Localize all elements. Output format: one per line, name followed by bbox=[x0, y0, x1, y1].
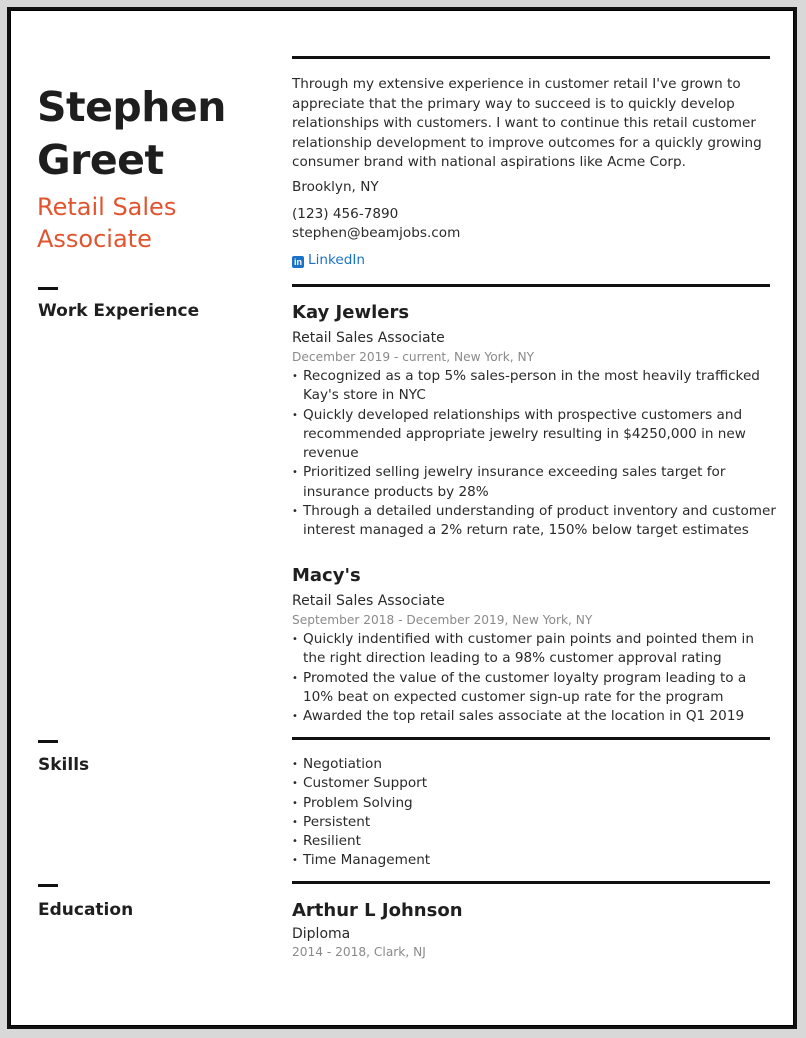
education-dates: 2014 - 2018, Clark, NJ bbox=[292, 945, 426, 959]
skills-list bbox=[292, 755, 777, 871]
skill-item: • Resilient bbox=[292, 832, 777, 851]
section-marker bbox=[38, 287, 58, 290]
skill-item: • Customer Support bbox=[292, 774, 777, 793]
section-title-skills: Skills bbox=[38, 755, 90, 775]
education-degree: Diploma bbox=[292, 926, 351, 942]
candidate-job-title: Retail Sales Associate bbox=[37, 193, 177, 253]
section-divider bbox=[292, 881, 770, 884]
section-divider bbox=[292, 56, 770, 59]
job-dates: December 2019 - current, New York, NY bbox=[292, 350, 535, 364]
skill-item: • Problem Solving bbox=[292, 794, 777, 813]
linkedin-icon: in bbox=[294, 257, 302, 267]
skill-item: • Time Management bbox=[292, 851, 777, 870]
job-bullets bbox=[292, 367, 777, 541]
linkedin-link[interactable]: in LinkedIn bbox=[294, 252, 365, 268]
summary-text: Through my extensive experience in customer retail I've grown to appreciate that the primary way to succeed is to quickly develop relationships with customers. I want to continue this retail customer relationship development to improve outcomes for a quickly growing consumer brand with national aspirations like Acme Corp. bbox=[292, 76, 762, 170]
list-item: • Quickly developed relationships with prospective customers and recommended appropriate jewelry resulting in $4250,000 in new revenue bbox=[292, 406, 777, 464]
contact-phone: (123) 456-7890 bbox=[292, 206, 399, 222]
job-role: Retail Sales Associate bbox=[292, 593, 445, 609]
education-school: Arthur L Johnson bbox=[292, 900, 463, 921]
job-company: Kay Jewlers bbox=[292, 302, 410, 323]
list-item: • Recognized as a top 5% sales-person in the most heavily trafficked Kay's store in NYC bbox=[292, 367, 777, 406]
contact-email[interactable]: stephen@beamjobs.com bbox=[292, 225, 461, 241]
job-dates: September 2018 - December 2019, New York, NY bbox=[292, 613, 593, 627]
job-company: Macy's bbox=[292, 565, 361, 586]
list-item: • Quickly indentified with customer pain points and pointed them in the right direction leading to a 98% customer approval rating bbox=[292, 630, 777, 669]
skill-item: • Persistent bbox=[292, 813, 777, 832]
list-item: • Through a detailed understanding of product inventory and customer interest managed a 2% return rate, 150% below target estimates bbox=[292, 502, 777, 541]
candidate-name: Stephen Greet bbox=[37, 83, 226, 184]
job-bullets bbox=[292, 630, 777, 726]
job-role: Retail Sales Associate bbox=[292, 330, 445, 346]
skill-item: • Negotiation bbox=[292, 755, 777, 774]
section-title-work-experience: Work Experience bbox=[38, 301, 200, 321]
list-item: • Promoted the value of the customer loyalty program leading to a 10% beat on expected customer sign-up rate for the program bbox=[292, 669, 777, 708]
contact-location: Brooklyn, NY bbox=[292, 179, 379, 195]
list-item: • Awarded the top retail sales associate at the location in Q1 2019 bbox=[292, 707, 777, 726]
section-divider bbox=[292, 284, 770, 287]
section-marker bbox=[38, 740, 58, 743]
section-marker bbox=[38, 884, 58, 887]
resume-page bbox=[10, 10, 794, 1026]
section-divider bbox=[292, 737, 770, 740]
section-title-education: Education bbox=[38, 900, 134, 920]
list-item: • Prioritized selling jewelry insurance exceeding sales target for insurance products by 28% bbox=[292, 463, 777, 502]
